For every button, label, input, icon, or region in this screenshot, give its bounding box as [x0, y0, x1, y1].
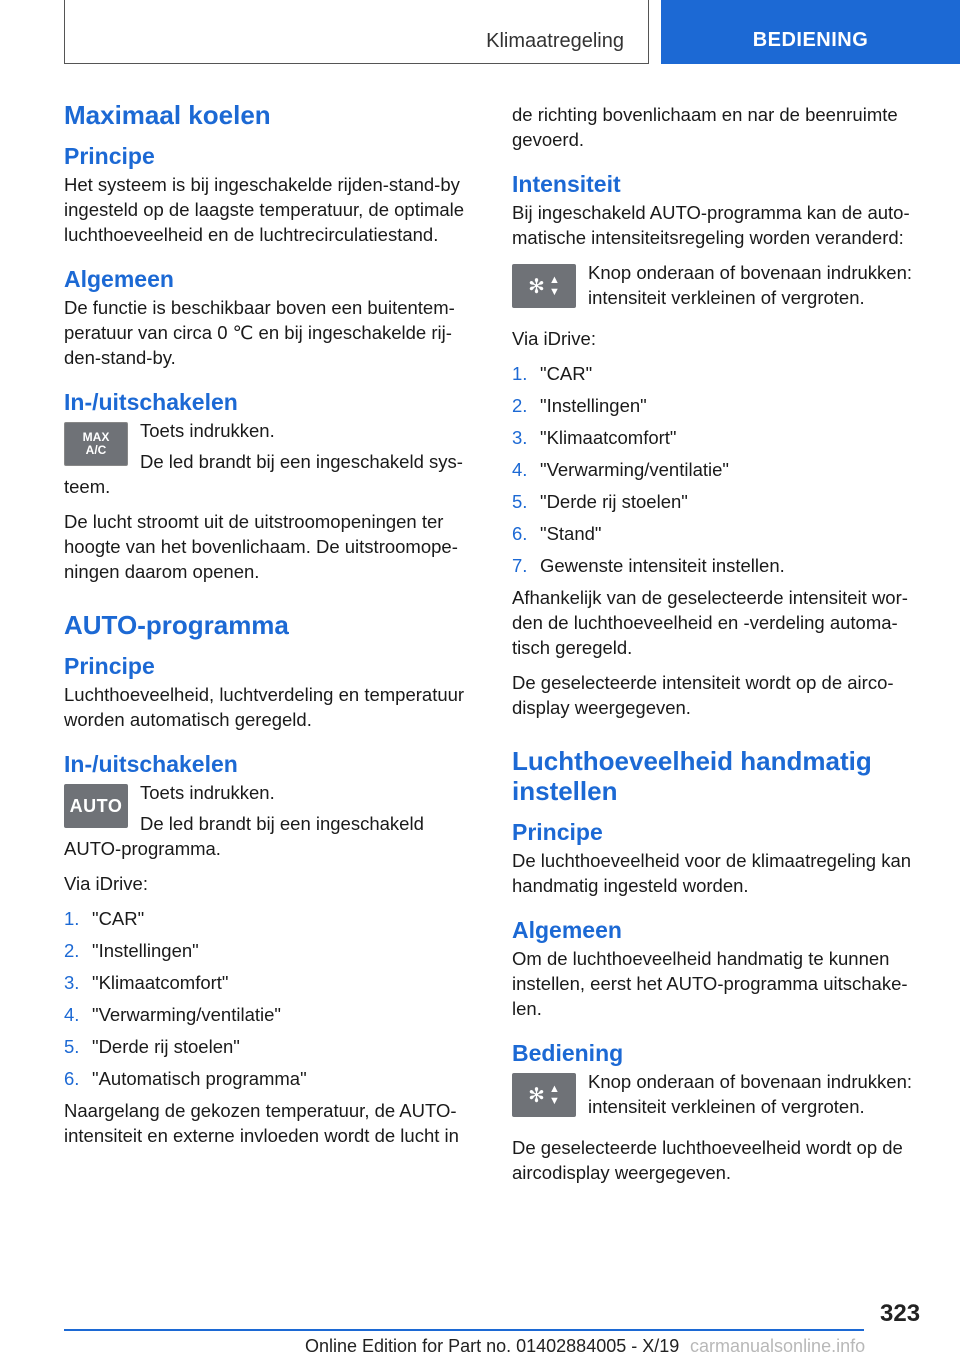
left-column [64, 100, 480, 1148]
continued-text: de richting bovenlichaam en nar de beenruimte gevoerd. [512, 104, 898, 150]
list-item: 5. "Derde rij stoelen" [512, 491, 688, 512]
list-item: 5. "Derde rij stoelen" [64, 1036, 240, 1057]
auto-button-icon: AUTO [64, 784, 128, 828]
right-column [512, 102, 928, 1185]
bediening-icon-text: Knop onderaan of bovenaan indrukken: intensiteit verkleinen of vergroten. [588, 1071, 913, 1117]
heading-algemeen-1: Algemeen [64, 266, 174, 292]
heading-intensiteit: Intensiteit [512, 171, 621, 197]
algemeen-2-text: Om de luchthoeveelheid handmatig te kunnen instellen, eerst het AUTO-programma uitschake-len. [512, 948, 908, 1019]
idrive-steps-right [512, 361, 928, 578]
max-ac-instruction [64, 418, 480, 474]
auto-led-text-a: De led brandt bij een ingeschakeld [140, 813, 424, 834]
idrive-label-right: Via iDrive: [512, 328, 596, 349]
footer-divider [64, 1329, 864, 1331]
heading-principe-3: Principe [512, 819, 603, 845]
algemeen-1-text: De functie is beschikbaar boven een buitentem-peratuur van circa 0 ℃ en bij ingeschakelde rij-den-stand-by. [64, 297, 455, 368]
principe-2-text: Luchthoeveelheid, luchtverdeling en temperatuur worden automatisch geregeld. [64, 684, 465, 730]
heading-in-uitschakelen-1: In-/uitschakelen [64, 389, 238, 415]
idrive-label-left: Via iDrive: [64, 873, 148, 894]
heading-bediening: Bediening [512, 1040, 624, 1066]
after-steps-text: Naargelang de gekozen temperatuur, de AUTO-intensiteit en externe invloeden wordt de lucht in [64, 1100, 459, 1146]
header-section-title: Klimaatregeling [486, 30, 624, 52]
arrow-down-icon: ▼ [548, 286, 560, 298]
fan-intensity-button-icon-2 [512, 1073, 576, 1117]
footer-watermark: carmanualsonline.info [690, 1336, 866, 1356]
max-ac-led-text-a: De led brandt bij een ingeschakeld sys- [140, 451, 463, 472]
list-item: 7. Gewenste intensiteit instellen. [512, 555, 785, 576]
heading-in-uitschakelen-2: In-/uitschakelen [64, 751, 238, 777]
heading-principe-1: Principe [64, 143, 155, 169]
list-item: 1. "CAR" [512, 363, 593, 384]
auto-led-text-b: AUTO-programma. [64, 838, 221, 859]
principe-3-text: De luchthoeveelheid voor de klimaatregeling kan handmatig ingesteld worden. [512, 850, 912, 896]
list-item: 3. "Klimaatcomfort" [64, 972, 229, 993]
list-item: 4. "Verwarming/ventilatie" [64, 1004, 281, 1025]
max-ac-led-text-b: teem. [64, 476, 111, 497]
arrow-up-icon: ▲ [548, 274, 560, 286]
list-item: 4. "Verwarming/ventilatie" [512, 459, 729, 480]
footer-edition: Online Edition for Part no. 01402884005 - X/19 [305, 1336, 680, 1356]
afhankelijk-text: Afhankelijk van de geselecteerde intensiteit wor-den de luchthoeveelheid en -verdeling automa-tisch geregeld. [512, 587, 908, 658]
page-number: 323 [880, 1300, 921, 1327]
heading-algemeen-2: Algemeen [512, 917, 622, 943]
intensiteit-icon-text: Knop onderaan of bovenaan indrukken: intensiteit verkleinen of vergroten. [588, 262, 913, 308]
heading-principe-2: Principe [64, 653, 155, 679]
list-item: 6. "Stand" [512, 523, 602, 544]
list-item: 3. "Klimaatcomfort" [512, 427, 677, 448]
heading-auto-programma: AUTO-programma [64, 610, 289, 640]
fan-icon: ✻ [528, 1084, 545, 1107]
display-text: De geselecteerde intensiteit wordt op de airco-display weergegeven. [512, 672, 894, 718]
list-item: 6. "Automatisch programma" [64, 1068, 307, 1089]
bediening-display-text: De geselecteerde luchthoeveelheid wordt op de aircodisplay weergegeven. [512, 1137, 903, 1183]
list-item: 2. "Instellingen" [512, 395, 647, 416]
header-section-box [64, 0, 649, 64]
heading-luchthoeveelheid: Luchthoeveelheid handmatig instellen [512, 746, 872, 806]
header-chapter-tab: BEDIENING [661, 0, 960, 64]
idrive-steps-left [64, 906, 480, 1091]
auto-instruction [64, 780, 480, 836]
heading-maximaal-koelen: Maximaal koelen [64, 100, 271, 130]
bediening-instruction [512, 1069, 928, 1125]
auto-step: Toets indrukken. [140, 782, 275, 803]
max-ac-step: Toets indrukken. [140, 420, 275, 441]
principe-1-text: Het systeem is bij ingeschakelde rijden-stand-by ingesteld op de laagste temperatuur, de optimale luchthoeveelheid en de luchtrecirculatiestand. [64, 174, 465, 245]
arrow-up-icon: ▲ [548, 1083, 560, 1095]
intensiteit-text: Bij ingeschakeld AUTO-programma kan de auto-matische intensiteitsregeling worden veranderd: [512, 202, 910, 248]
fan-intensity-button-icon [512, 264, 576, 308]
max-ac-button-icon: MAX A/C [64, 422, 128, 466]
arrow-down-icon: ▼ [548, 1095, 560, 1107]
list-item: 2. "Instellingen" [64, 940, 199, 961]
max-ac-airflow-text: De lucht stroomt uit de uitstroomopeningen ter hoogte van het bovenlichaam. De uitstroomope-ningen daarom openen. [64, 511, 458, 582]
list-item: 1. "CAR" [64, 908, 145, 929]
intensiteit-instruction [512, 260, 928, 316]
fan-icon: ✻ [528, 275, 545, 298]
